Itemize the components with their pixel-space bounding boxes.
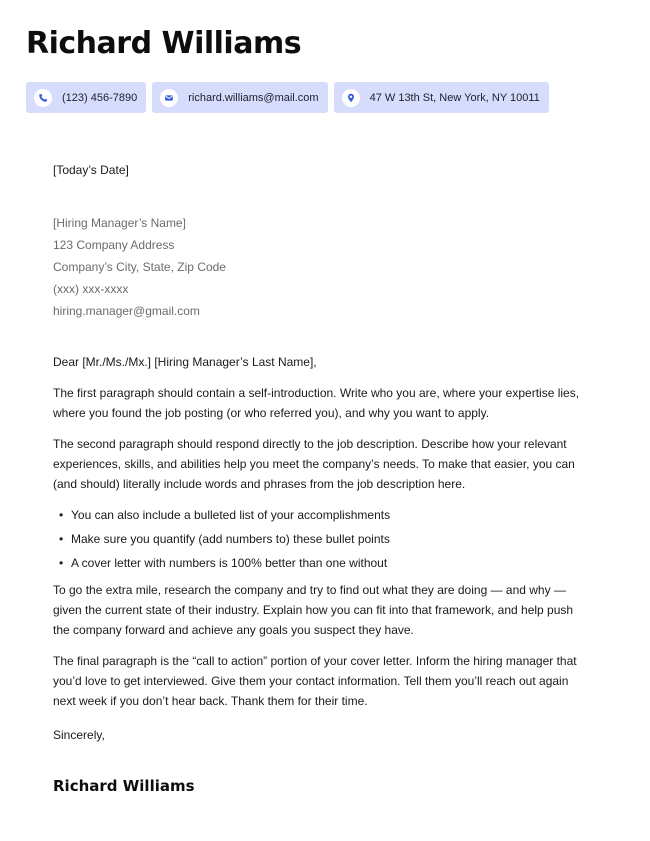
salutation: Dear [Mr./Ms./Mx.] [Hiring Manager’s Last Name], [53, 355, 317, 369]
letter-date: [Today’s Date] [53, 163, 129, 177]
paragraph-intro: The first paragraph should contain a self-introduction. Write who you are, where your expertise lies, where you found the job posting (or who referred you), and why you want to apply. [53, 386, 580, 420]
contact-phone-chip [26, 82, 146, 113]
list-item: • You can also include a bulleted list of your accomplishments [59, 508, 391, 522]
closing: Sincerely, [53, 728, 105, 742]
contact-address-chip [334, 82, 549, 113]
contact-email-text: richard.williams@mail.com [188, 91, 319, 104]
recipient-city: Company’s City, State, Zip Code [53, 260, 226, 274]
contact-email-chip [152, 82, 327, 113]
recipient-block [53, 212, 593, 322]
contact-bar [26, 82, 549, 113]
accomplishment-list [53, 505, 593, 573]
paragraph-experience: The second paragraph should respond directly to the job description. Describe how your relevant experiences, skills, and abilities help you meet the company’s needs. To make that easier, you can (and should) literally include words and phrases from the job description here. [53, 437, 575, 491]
recipient-phone: (xxx) xxx-xxxx [53, 282, 129, 296]
contact-phone-text: (123) 456-7890 [62, 91, 138, 104]
paragraph-research: To go the extra mile, research the company and try to find out what they are doing — and why — given the current state of their industry. Explain how you can fit into that framework, and help push the company forward and achieve any goals you suspect they have. [53, 583, 574, 637]
list-item: • Make sure you quantify (add numbers to) these bullet points [59, 532, 390, 546]
contact-address-text: 47 W 13th St, New York, NY 10011 [369, 91, 540, 104]
recipient-address: 123 Company Address [53, 238, 175, 252]
paragraph-call-to-action: The final paragraph is the “call to action” portion of your cover letter. Inform the hiring manager that you’d love to get interviewed. Give them your contact information. Tell them you’ll reach out again next week if you don’t hear back. Thank them for their time. [53, 654, 577, 708]
list-item: • A cover letter with numbers is 100% better than one without [59, 556, 388, 570]
letter-body [53, 160, 593, 796]
applicant-name-header: Richard Williams [26, 26, 302, 61]
location-pin-icon [342, 89, 360, 107]
recipient-name: [Hiring Manager’s Name] [53, 216, 186, 230]
signature-name: Richard Williams [53, 777, 195, 795]
recipient-email: hiring.manager@gmail.com [53, 304, 200, 318]
mail-icon [160, 89, 178, 107]
phone-icon [34, 89, 52, 107]
